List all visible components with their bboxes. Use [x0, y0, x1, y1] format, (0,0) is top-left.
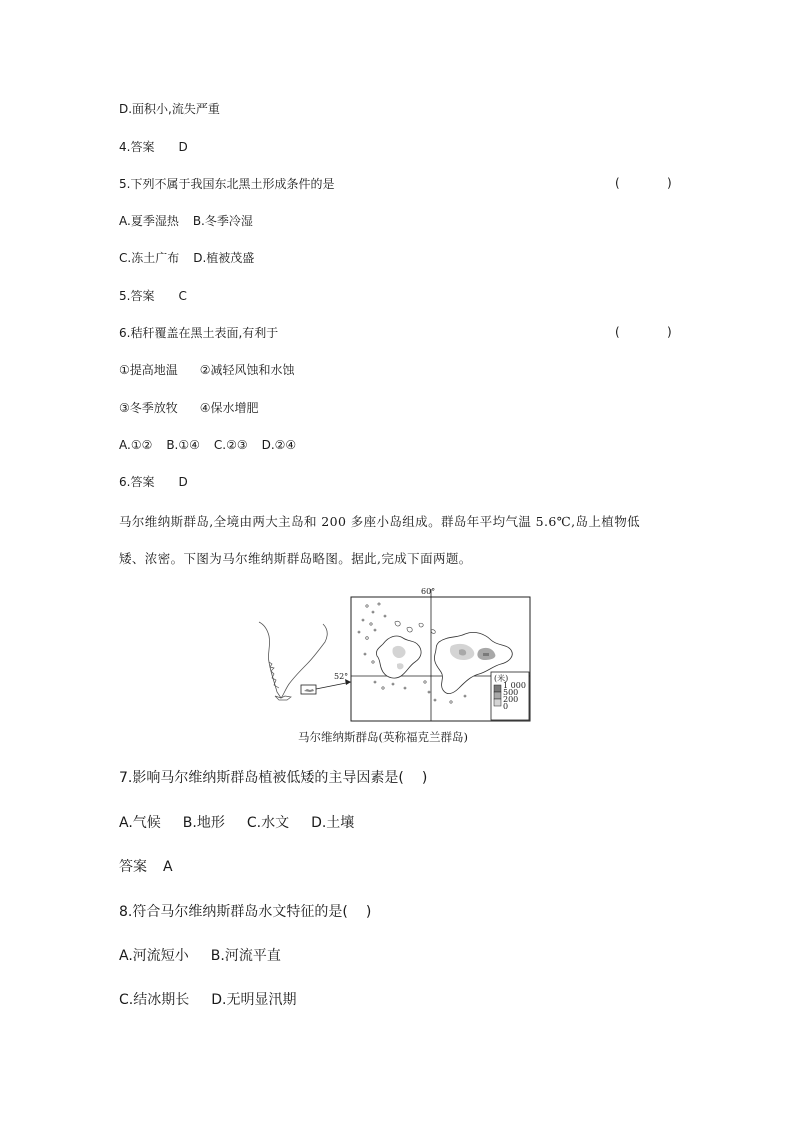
q8-option-d: D.无明显汛期	[211, 992, 297, 1008]
q7-stem-close: )	[421, 770, 428, 786]
q5-option-a: A.夏季湿热	[119, 214, 179, 228]
answer-label: 4.答案	[119, 140, 155, 154]
q5-options-row2	[119, 250, 254, 266]
q5-option-c: C.冻土广布	[119, 251, 180, 265]
tierra-del-fuego	[275, 696, 291, 700]
q8-stem-close: )	[365, 904, 372, 920]
q5-option-b: B.冬季冷湿	[192, 214, 253, 228]
q8-options-row1	[119, 947, 281, 965]
q6-stem: 6.秸秆覆盖在黑土表面,有利于	[119, 326, 279, 340]
q8-option-a: A.河流短小	[119, 948, 189, 964]
latitude-label: 52°	[334, 672, 349, 681]
legend-swatch-200	[494, 699, 501, 706]
q5-paren-open: (	[615, 176, 620, 190]
q6-item-2: ②减轻风蚀和水蚀	[199, 363, 295, 377]
q6-options	[119, 437, 296, 453]
legend-level-1000: 1 000	[503, 681, 526, 690]
answer-value: C	[178, 289, 187, 303]
q8-options-row2	[119, 991, 296, 1009]
q8-stem	[119, 903, 371, 921]
q6-item-4: ④保水增肥	[199, 401, 259, 415]
q5-answer	[119, 288, 187, 304]
q6-items-row2	[119, 400, 259, 416]
legend-level-500: 500	[503, 688, 519, 697]
answer-value: D	[178, 140, 188, 154]
q5-option-d: D.植被茂盛	[193, 251, 255, 265]
q6-item-3: ③冬季放牧	[119, 401, 178, 415]
q6-option-d: D.②④	[261, 438, 297, 452]
q8-option-b: B.河流平直	[210, 948, 281, 964]
answer-value: A	[163, 859, 173, 875]
q7-stem-text: 7.影响马尔维纳斯群岛植被低矮的主导因素是(	[119, 770, 404, 786]
answer-value: D	[178, 475, 188, 489]
legend-level-200: 200	[503, 695, 519, 704]
map-svg	[255, 584, 540, 724]
q7-option-d: D.土壤	[311, 815, 355, 831]
answer-label: 6.答案	[119, 475, 155, 489]
q6-answer	[119, 474, 188, 490]
q6-paren-open: (	[615, 325, 620, 339]
q7-option-c: C.水文	[246, 815, 290, 831]
elevation-legend	[491, 672, 529, 720]
legend-unit: (米)	[494, 674, 509, 683]
q6-option-a: A.①②	[119, 438, 153, 452]
q7-stem	[119, 769, 427, 787]
q6-option-b: B.①④	[166, 438, 200, 452]
q4-answer	[119, 139, 188, 155]
answer-label: 5.答案	[119, 289, 155, 303]
q7-answer	[119, 858, 173, 876]
passage	[119, 503, 679, 577]
legend-level-0: 0	[503, 702, 509, 711]
q6-item-1: ①提高地温	[119, 363, 178, 377]
q8-stem-text: 8.符合马尔维纳斯群岛水文特征的是(	[119, 904, 348, 920]
q6-paren-close: )	[667, 325, 672, 339]
q4-option-d: D.面积小,流失严重	[119, 102, 220, 116]
map-figure	[255, 584, 540, 724]
q7-option-b: B.地形	[182, 815, 225, 831]
passage-line-1: 马尔维纳斯群岛,全境由两大主岛和 200 多座小岛组成。群岛年平均气温 5.6℃,岛上植物低	[119, 514, 640, 529]
q5-options-row1	[119, 213, 253, 229]
q7-options	[119, 814, 354, 832]
passage-line-2: 矮、浓密。下图为马尔维纳斯群岛略图。据此,完成下面两题。	[119, 551, 472, 566]
south-america-coast	[259, 622, 327, 698]
map-caption: 马尔维纳斯群岛(英称福克兰群岛)	[298, 730, 468, 744]
q5-stem: 5.下列不属于我国东北黑土形成条件的是	[119, 177, 335, 191]
q6-items-row1	[119, 362, 295, 378]
patagonia-islands	[269, 662, 279, 688]
q8-option-c: C.结冰期长	[119, 992, 190, 1008]
longitude-label: 60°	[421, 587, 436, 596]
legend-swatch-1000	[494, 685, 501, 692]
q6-option-c: C.②③	[213, 438, 248, 452]
q7-option-a: A.气候	[119, 815, 161, 831]
answer-label: 答案	[119, 859, 147, 875]
q5-paren-close: )	[667, 176, 672, 190]
legend-swatch-500	[494, 692, 501, 699]
